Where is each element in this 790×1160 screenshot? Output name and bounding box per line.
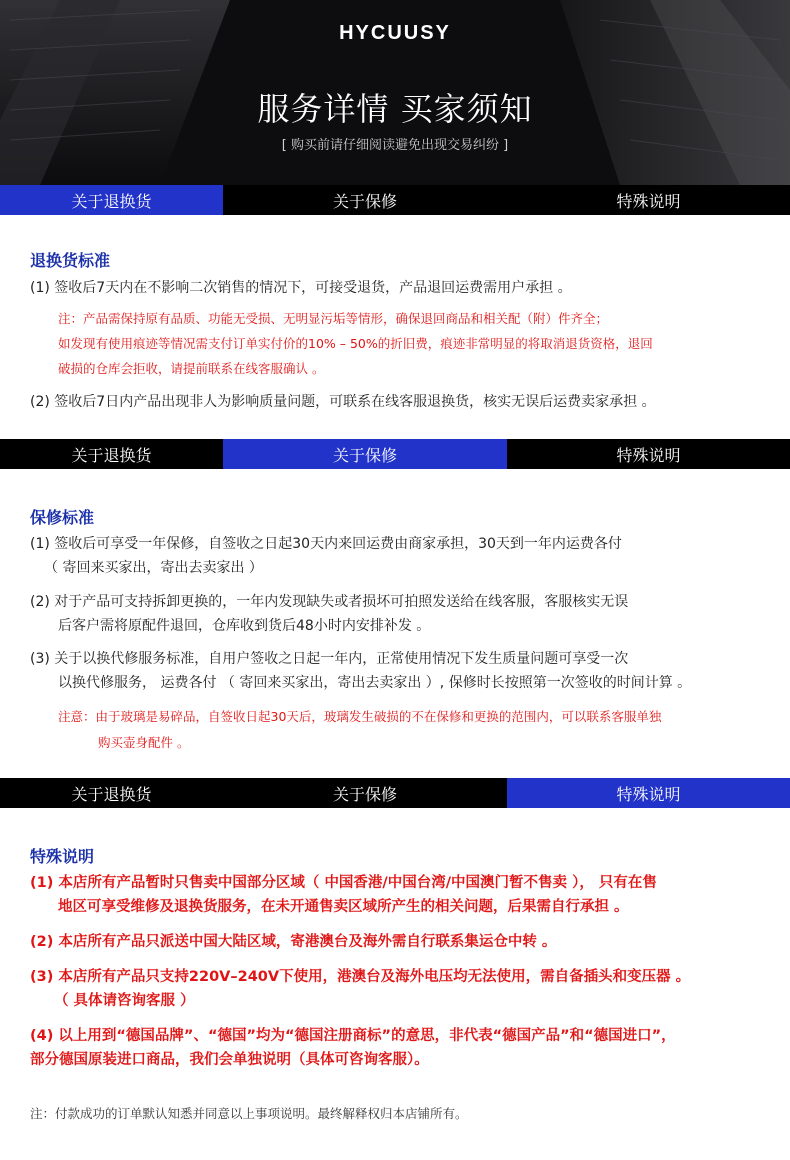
- special-item-1-line-1: (1) 本店所有产品暂时只售卖中国部分区域（ 中国香港/中国台湾/中国澳门暂不售卖 ）， 只有在售: [30, 875, 657, 891]
- special-title: 特殊说明: [30, 847, 95, 866]
- brand-logo: HYCUUSY: [339, 22, 451, 44]
- returns-item-2: (2) 签收后7日内产品出现非人为影响质量问题，可联系在线客服退换货，核实无误后运费卖家承担 。: [30, 394, 656, 410]
- tab-special[interactable]: 特殊说明: [507, 778, 790, 808]
- warranty-note-line-2: 购买壶身配件 。: [98, 735, 190, 750]
- returns-note-line-3: 破损的仓库会拒收，请提前联系在线客服确认 。: [58, 361, 325, 376]
- tab-special[interactable]: 特殊说明: [616, 445, 681, 465]
- returns-item-1: (1) 签收后7天内在不影响二次销售的情况下，可接受退货，产品退回运费需用户承担 。: [30, 280, 572, 296]
- tab-returns[interactable]: 关于退换货: [71, 445, 152, 465]
- tab-warranty[interactable]: 关于保修: [332, 191, 397, 211]
- tab-warranty[interactable]: 关于保修: [223, 439, 507, 469]
- warranty-note-line-1: 注意：由于玻璃是易碎品，自签收日起30天后，玻璃发生破损的不在保修和更换的范围内，可以联系客服单独: [58, 709, 662, 724]
- special-item-4-line-1: (4) 以上用到“德国品牌”、“德国”均为“德国注册商标”的意思，非代表“德国产品”和“德国进口”，: [30, 1028, 676, 1044]
- warranty-item-1-line-2: （ 寄回来买家出，寄出去卖家出 ）: [44, 560, 263, 576]
- special-item-3-line-1: (3) 本店所有产品只支持220V–240V下使用，港澳台及海外电压均无法使用，需自备插头和变压器 。: [30, 969, 691, 985]
- tab-returns[interactable]: 关于退换货: [71, 784, 152, 804]
- special-item-3-line-2: （ 具体请咨询客服 ）: [54, 993, 195, 1009]
- returns-note-line-1: 注：产品需保持原有品质、功能无受损、无明显污垢等情形，确保退回商品和相关配（附）件齐全；: [58, 311, 609, 326]
- tab-warranty[interactable]: 关于保修: [332, 784, 397, 804]
- warranty-item-2-line-2: 后客户需将原配件退回，仓库收到货后48小时内安排补发 。: [58, 618, 431, 634]
- tab-bar-warranty: [0, 439, 790, 469]
- tab-returns[interactable]: 关于退换货: [0, 185, 223, 215]
- footnote: 注：付款成功的订单默认知悉并同意以上事项说明。最终解释权归本店铺所有。: [30, 1106, 468, 1121]
- returns-note-line-2: 如发现有使用痕迹等情况需支付订单实付价的10% – 50%的折旧费，痕迹非常明显的将取消退货资格，退回: [58, 336, 653, 351]
- warranty-item-3-line-2: 以换代修服务， 运费各付 （ 寄回来买家出，寄出去卖家出 ）, 保修时长按照第一次签收的时间计算 。: [58, 675, 692, 691]
- returns-title: 退换货标准: [30, 251, 111, 270]
- special-item-4-line-2: 部分德国原装进口商品，我们会单独说明（具体可咨询客服）。: [30, 1052, 429, 1068]
- tab-bar-returns: [0, 185, 790, 215]
- page-subtitle: [ 购买前请仔细阅读避免出现交易纠纷 ]: [281, 138, 509, 153]
- warranty-item-3-line-1: (3) 关于以换代修服务标准，自用户签收之日起一年内，正常使用情况下发生质量问题可享受一次: [30, 651, 629, 667]
- warranty-title: 保修标准: [30, 508, 95, 527]
- special-item-1-line-2: 地区可享受维修及退换货服务，在未开通售卖区域所产生的相关问题，后果需自行承担 。: [58, 899, 629, 915]
- warranty-item-1-line-1: (1) 签收后可享受一年保修，自签收之日起30天内来回运费由商家承担，30天到一年内运费各付: [30, 536, 622, 552]
- warranty-item-2-line-1: (2) 对于产品可支持拆卸更换的，一年内发现缺失或者损坏可拍照发送给在线客服，客服核实无误: [30, 594, 629, 610]
- page-title: 服务详情 买家须知: [257, 90, 533, 128]
- tab-special[interactable]: 特殊说明: [616, 191, 681, 211]
- tab-bar-special: [0, 778, 790, 808]
- special-item-2: (2) 本店所有产品只派送中国大陆区域，寄港澳台及海外需自行联系集运仓中转 。: [30, 934, 557, 950]
- hero-banner: [0, 0, 790, 185]
